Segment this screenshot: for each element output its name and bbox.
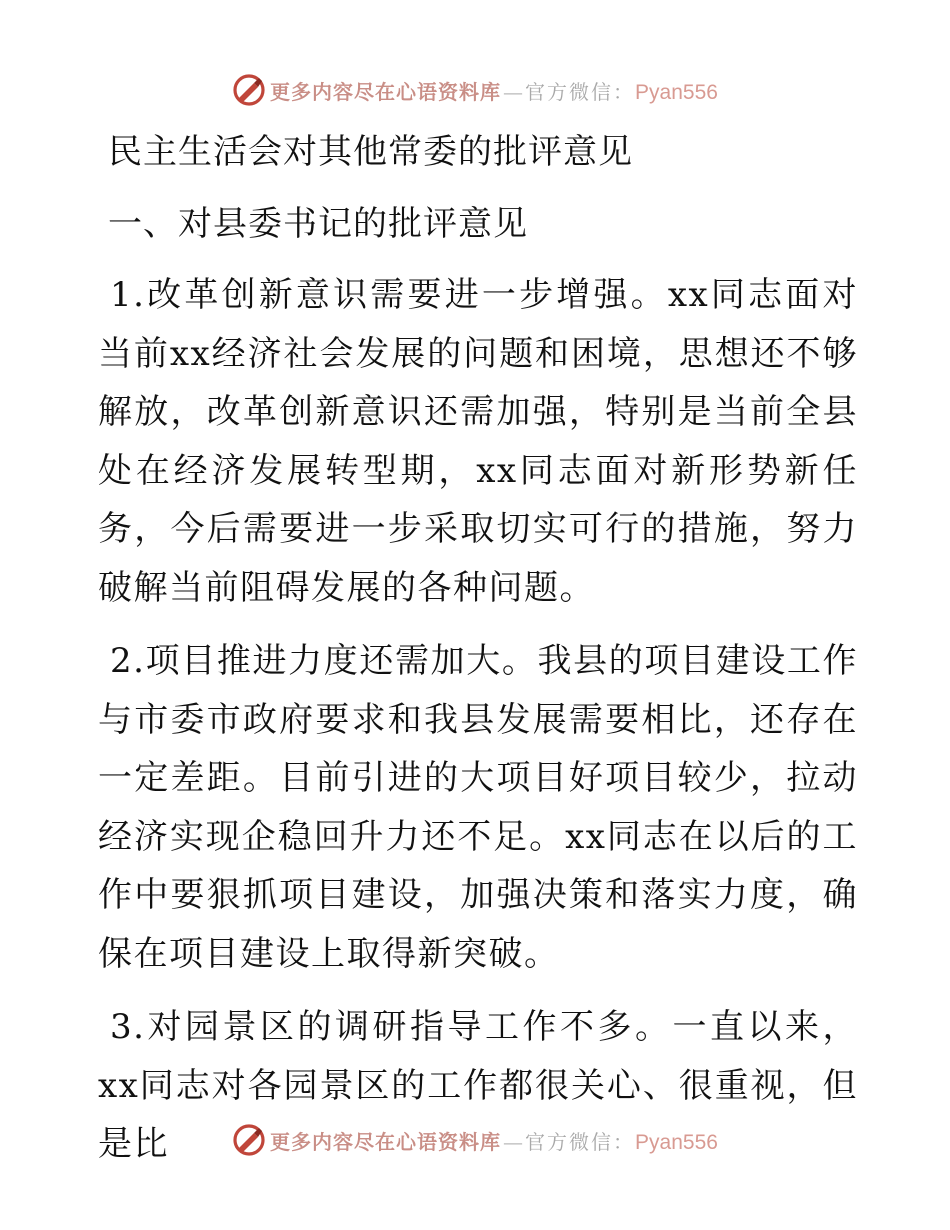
watermark-dash: — xyxy=(503,1129,524,1154)
watermark-id: Pyan556 xyxy=(635,1130,718,1154)
pen-logo-icon xyxy=(232,1123,266,1157)
document-title: 民主生活会对其他常委的批评意见 xyxy=(108,132,633,172)
paragraph-1: 1.改革创新意识需要进一步增强。xx同志面对当前xx经济社会发展的问题和困境，思想还不够解放，改革创新意识还需加强，特别是当前全县处在经济发展转型期，xx同志面对新形势新任务，今后需要进一步采取切实可行的措施，努力破解当前阻碍发展的各种问题。 xyxy=(98,275,858,608)
section-heading: 一、对县委书记的批评意见 xyxy=(108,204,528,244)
watermark-main-text: 更多内容尽在心语资料库 xyxy=(270,1129,502,1154)
watermark-id: Pyan556 xyxy=(635,80,718,104)
pen-logo-icon xyxy=(232,73,266,107)
watermark-banner-top xyxy=(0,70,950,110)
watermark-sub-text: 官方微信： xyxy=(525,79,636,104)
watermark-dash: — xyxy=(503,79,524,104)
watermark-banner-bottom xyxy=(0,1120,950,1160)
paragraph-2: 2.项目推进力度还需加大。我县的项目建设工作与市委市政府要求和我县发展需要相比，还存在一定差距。目前引进的大项目好项目较少，拉动经济实现企稳回升力还不足。xx同志在以后的工作中要狠抓项目建设，加强决策和落实力度，确保在项目建设上取得新突破。 xyxy=(98,641,858,974)
watermark-main-text: 更多内容尽在心语资料库 xyxy=(270,79,502,104)
paragraph-3: 3.对园景区的调研指导工作不多。一直以来，xx同志对各园景区的工作都很关心、很重视，但是比 xyxy=(98,1007,858,1164)
watermark-sub-text: 官方微信： xyxy=(525,1129,636,1154)
